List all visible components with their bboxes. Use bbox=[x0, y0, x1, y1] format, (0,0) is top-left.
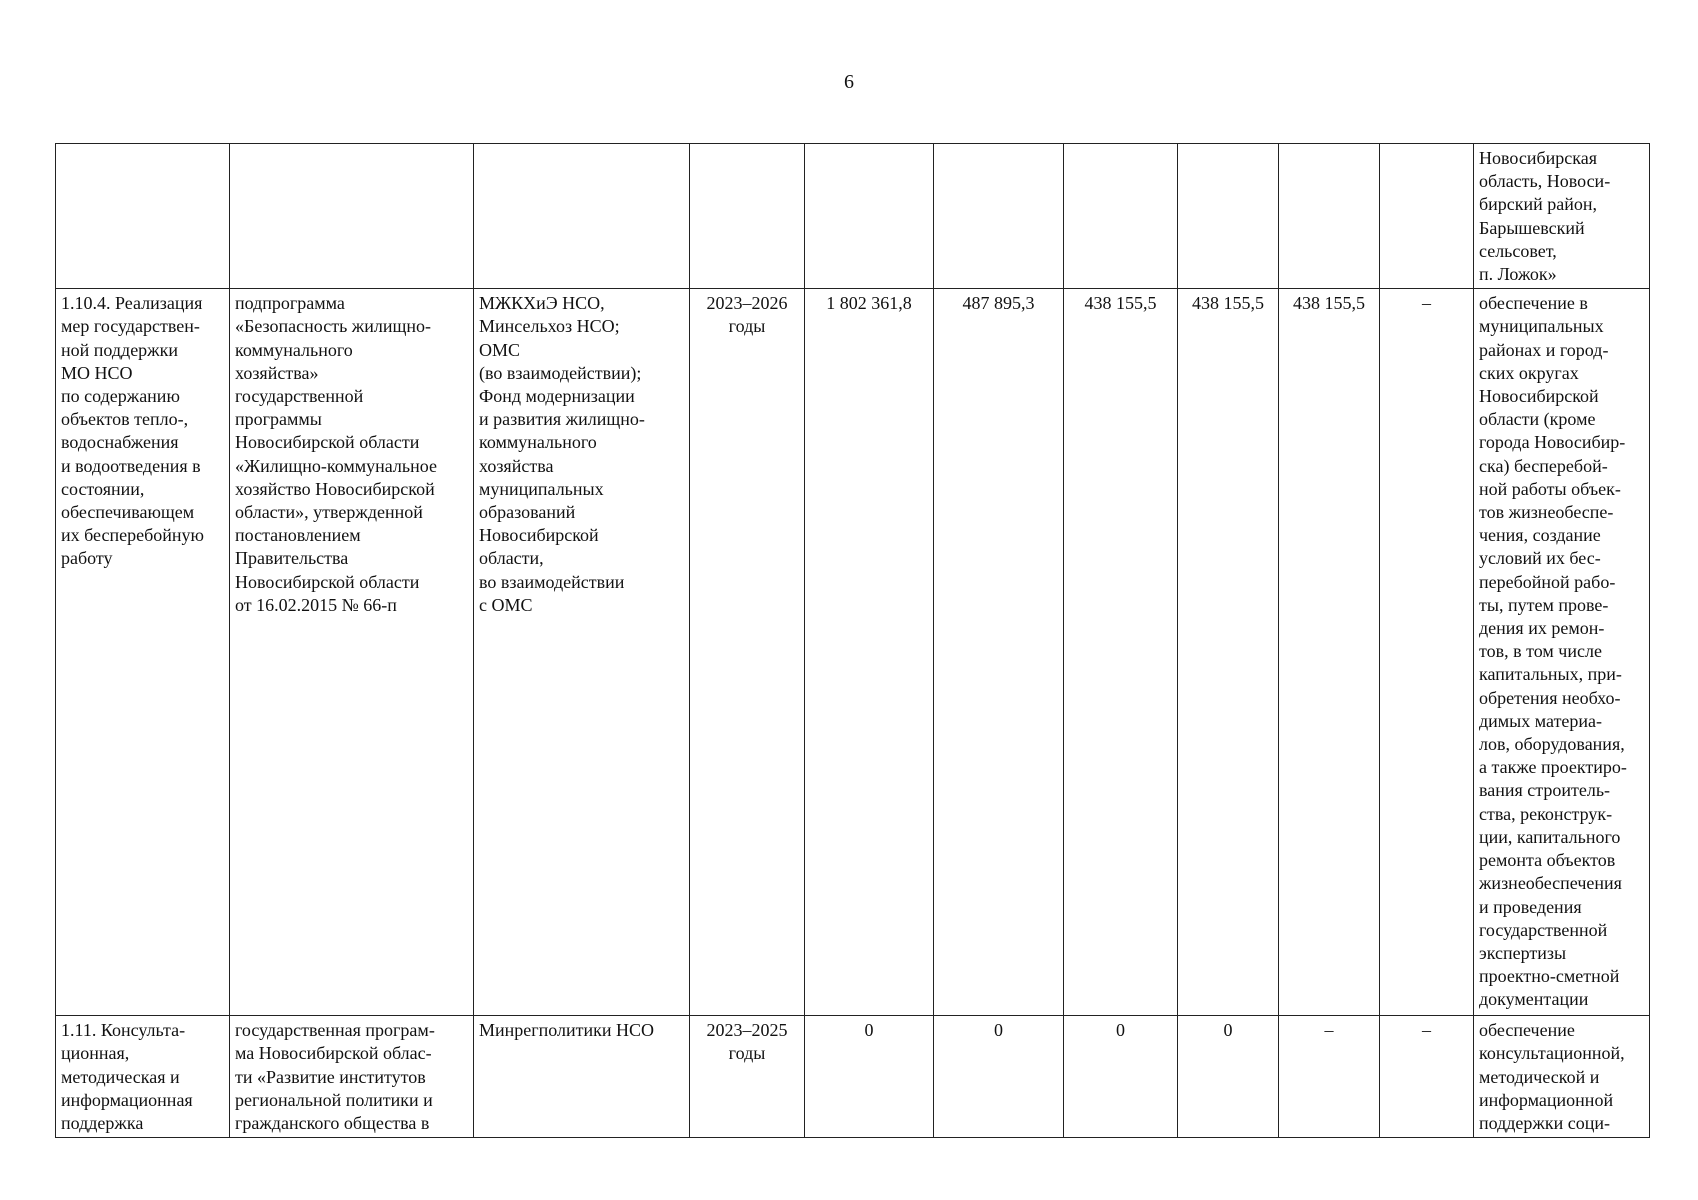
year-amount-cell: 438 155,5 bbox=[1178, 289, 1279, 1016]
year-amount-cell: 0 bbox=[1178, 1016, 1279, 1138]
year-amount-cell: – bbox=[1380, 289, 1474, 1016]
year-amount-cell bbox=[1178, 144, 1279, 289]
executor-cell: МЖКХиЭ НСО, Минсельхоз НСО; ОМС (во взаимодействии); Фонд модернизации и развития жилищно- коммунального хозяйства муниципальных образований Новосибирской области, во взаимодействии с ОМС bbox=[474, 289, 690, 1016]
year-amount-cell: – bbox=[1279, 1016, 1380, 1138]
total-amount-cell bbox=[805, 144, 934, 289]
year-amount-cell: 0 bbox=[1064, 1016, 1178, 1138]
program-measures-table bbox=[55, 143, 1650, 1138]
expected-result-cell: обеспечение консультационной, методической и информационной поддержки соци- bbox=[1474, 1016, 1650, 1138]
executor-cell: Минрегполитики НСО bbox=[474, 1016, 690, 1138]
program-cell: государственная програм- ма Новосибирской облас- ти «Развитие институтов региональной политики и гражданского общества в bbox=[230, 1016, 474, 1138]
period-cell: 2023–2025 годы bbox=[690, 1016, 805, 1138]
program-cell: подпрограмма «Безопасность жилищно- коммунального хозяйства» государственной программы Новосибирской области «Жилищно-коммунальное хозяйство Новосибирской области», утвержденной постановлением Правительства Новосибирской области от 16.02.2015 № 66-п bbox=[230, 289, 474, 1016]
year-amount-cell: 438 155,5 bbox=[1279, 289, 1380, 1016]
period-cell: 2023–2026 годы bbox=[690, 289, 805, 1016]
measure-name-cell: 1.11. Консульта- ционная, методическая и информационная поддержка bbox=[56, 1016, 230, 1138]
program-cell bbox=[230, 144, 474, 289]
year-amount-cell bbox=[1064, 144, 1178, 289]
executor-cell bbox=[474, 144, 690, 289]
year-amount-cell: 0 bbox=[934, 1016, 1064, 1138]
measure-name-cell: 1.10.4. Реализация мер государствен- ной поддержки МО НСО по содержанию объектов тепло-, водоснабжения и водоотведения в состоянии, обеспечивающем их бесперебойную работу bbox=[56, 289, 230, 1016]
table-row bbox=[56, 144, 1650, 289]
year-amount-cell: 438 155,5 bbox=[1064, 289, 1178, 1016]
measure-name-cell bbox=[56, 144, 230, 289]
year-amount-cell bbox=[934, 144, 1064, 289]
table-row bbox=[56, 1016, 1650, 1138]
table-row bbox=[56, 289, 1650, 1016]
year-amount-cell bbox=[1380, 144, 1474, 289]
expected-result-cell: Новосибирская область, Новоси- бирский район, Барышевский сельсовет, п. Ложок» bbox=[1474, 144, 1650, 289]
expected-result-cell: обеспечение в муниципальных районах и город- ских округах Новосибирской области (кроме города Новосибир- ска) бесперебой- ной работы объек- тов жизнеобеспе- чения, создание условий их бес- перебойной рабо- ты, путем прове- дения их ремон- тов, в том числе капитальных, при- обретения необхо- димых материа- лов, оборудования, а также проектиро- вания строитель- ства, реконструк- ции, капитального ремонта объектов жизнеобеспечения и проведения государственной экспертизы проектно-сметной документации bbox=[1474, 289, 1650, 1016]
page-number: 6 bbox=[844, 71, 854, 93]
total-amount-cell: 1 802 361,8 bbox=[805, 289, 934, 1016]
year-amount-cell: 487 895,3 bbox=[934, 289, 1064, 1016]
year-amount-cell: – bbox=[1380, 1016, 1474, 1138]
period-cell bbox=[690, 144, 805, 289]
year-amount-cell bbox=[1279, 144, 1380, 289]
total-amount-cell: 0 bbox=[805, 1016, 934, 1138]
